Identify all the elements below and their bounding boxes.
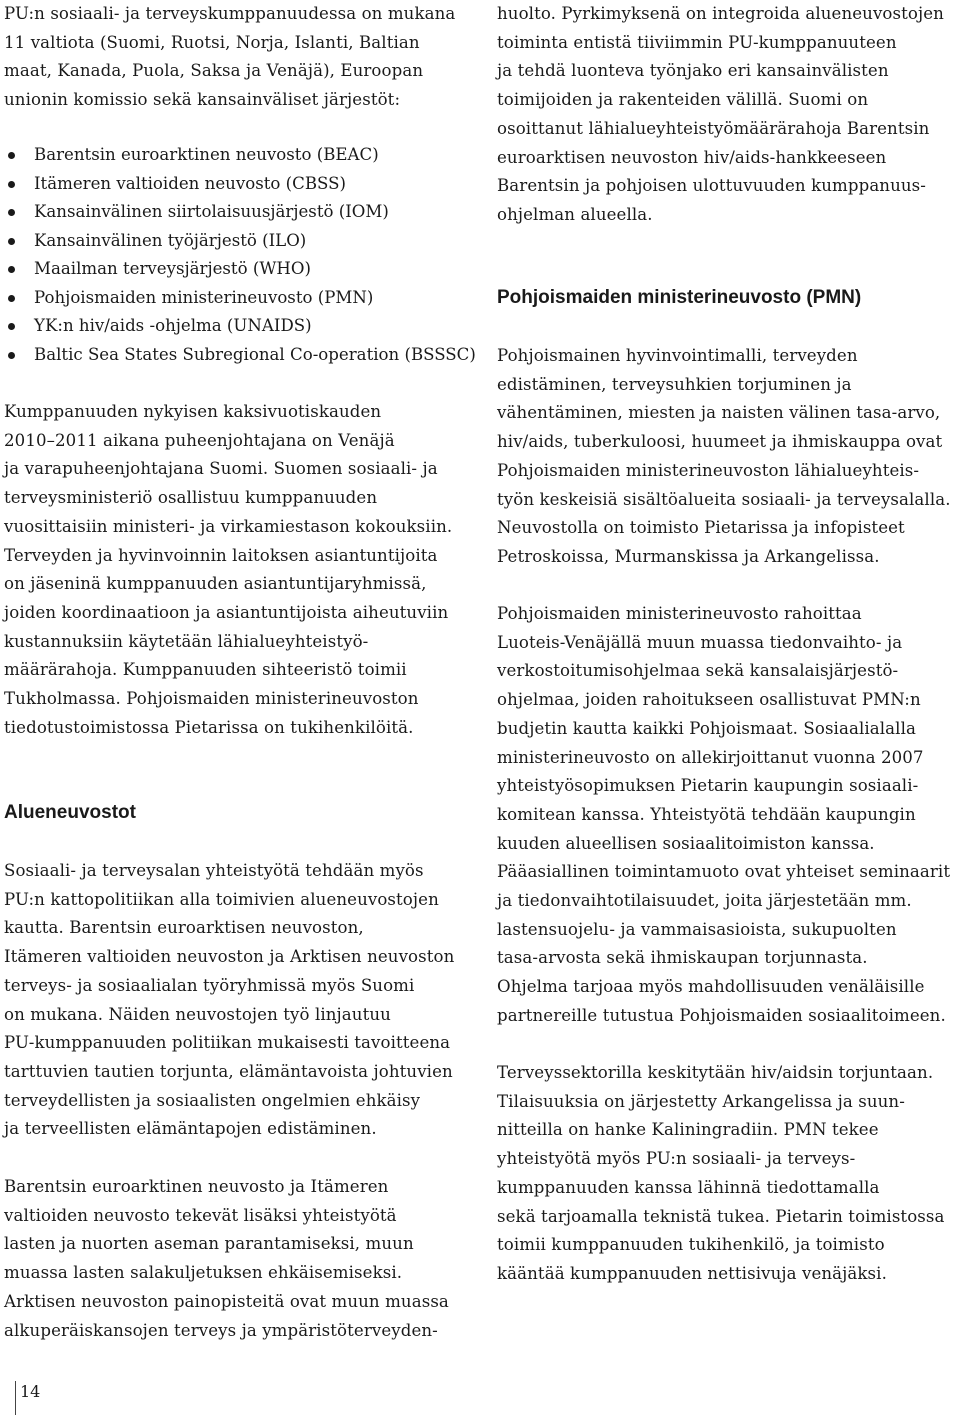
page-number: 14 [20,1382,41,1401]
list-item [4,284,479,313]
list-item [4,198,479,227]
list-item-text: Barentsin euroarktinen neuvosto (BEAC) [34,145,379,164]
list-item-text: Kansainvälinen työjärjestö (ILO) [34,230,307,250]
list-item [4,341,479,370]
section-heading-pmn: Pohjoismaiden ministerineuvosto (PMN) [497,287,862,308]
list-item [4,227,479,256]
list-item-text: Itämeren valtioiden neuvosto (CBSS) [34,173,346,193]
list-item [4,312,479,341]
list-item-text: Pohjoismaiden ministerineuvosto (PMN) [34,287,374,307]
list-item [4,170,479,199]
chairmanship-paragraph: Kumppanuuden nykyisen kaksivuotiskauden 2010–2011 aikana puheenjohtajana on Venäjä ja varapuheenjohtajana Suomi. Suomen sosiaali- ja terveysministeriö osallistuu kumppanuuden vuosittaisiin ministeri- ja virkamiestason kokouksiin. Terveyden ja hyvinvoinnin laitoksen asiantuntijoita on jäseninä kumppanuuden asiantuntijaryhmissä, joiden koordinaatioon ja asiantuntijoista aiheutuviin kustannuksiin käytetään lähialueyhteistyö- määrärahoja. Kumppanuuden sihteeristö toimii Tukholmassa. Pohjoismaiden ministerineuvoston tiedotustoimistossa Pietarissa on tukihenkilöitä. [4,402,453,737]
bullet-icon [8,323,15,330]
continuation-paragraph: huolto. Pyrkimyksenä on integroida alueneuvostojen toiminta entistä tiiviimmin PU-kumppanuuteen ja tehdä luonteva työnjako eri kansainvälisten toimijoiden ja rakenteiden välillä. Suomi on osoittanut lähialueyhteistyömäärärahoja Barentsin euroarktisen neuvoston hiv/aids-hankkeeseen Barentsin ja pohjoisen ulottuvuuden kumppanuus- ohjelman alueella. [497,4,944,224]
list-item-text: Maailman terveysjärjestö (WHO) [34,259,311,278]
section-heading-alueneuvostot: Alueneuvostot [4,802,136,823]
bullet-icon [8,352,15,359]
intro-paragraph: PU:n sosiaali- ja terveyskumppanuudessa on mukana 11 valtiota (Suomi, Ruotsi, Norja, Islanti, Baltian maat, Kanada, Puola, Saksa ja Venäjä), Euroopan unionin komissio sekä kansainväliset järjestöt: [4,4,456,110]
barents-paragraph: Barentsin euroarktinen neuvosto ja Itämeren valtioiden neuvosto tekevät lisäksi yhteistyötä lasten ja nuorten aseman parantamiseksi, muun muassa lasten salakuljetuksen ehkäisemiseksi. Arktisen neuvoston painopisteitä ovat muun muassa alkuperäiskansojen terveys ja ympäristöterveyden- [4,1177,449,1340]
bullet-icon [8,181,15,188]
funding-paragraph: Pohjoismaiden ministerineuvosto rahoittaa Luoteis-Venäjällä muun muassa tiedonvaihto- ja verkostoitumisohjelmaa sekä kansalaisjärjestö- ohjelmaa, joiden rahoitukseen osallistuvat PMN:n budjetin kautta kaikki Pohjoismaat. Sosiaalialalla ministerineuvosto on allekirjoittanut vuonna 2007 yhteistyösopimuksen Pietarin kaupungin sosiaali- komitean kanssa. Yhteistyötä tehdään kaupungin kuuden alueellisen sosiaalitoimiston kanssa. Pääasiallinen toimintamuoto ovat yhteiset seminaarit ja tiedonvaihtotilaisuudet, joita järjestetään mm. lastensuojelu- ja vammaisasioista, sukupuolten tasa-arvosta sekä ihmiskaupan torjunnasta. Ohjelma tarjoaa myös mahdollisuuden venäläisille partnereille tutustua Pohjoismaiden sosiaalitoimeen. [497,604,951,1025]
list-item-text: Kansainvälinen siirtolaisuusjärjestö (IOM) [34,202,389,221]
footer-divider [15,1381,16,1415]
bullet-icon [8,295,15,302]
organization-list [4,141,479,369]
bullet-icon [8,238,15,245]
health-sector-paragraph: Terveyssektorilla keskitytään hiv/aidsin torjuntaan. Tilaisuuksia on järjestetty Arkangelissa ja suun- nitteilla on hanke Kaliningradiin. PMN tekee yhteistyötä myös PU:n sosiaali- ja terveys- kumppanuuden kanssa lähinnä tiedottamalla sekä tarjoamalla teknistä tukea. Pietarin toimistossa toimii kumppanuuden tukihenkilö, ja toimisto kääntää kumppanuuden nettisivuja venäjäksi. [497,1063,945,1283]
bullet-icon [8,209,15,216]
regional-councils-paragraph: Sosiaali- ja terveysalan yhteistyötä tehdään myös PU:n kattopolitiikan alla toimivien alueneuvostojen kautta. Barentsin euroarktisen neuvoston, Itämeren valtioiden neuvoston ja Arktisen neuvoston terveys- ja sosiaalialan työryhmissä myös Suomi on mukana. Näiden neuvostojen työ linjautuu PU-kumppanuuden politiikan mukaisesti tavoitteena tarttuvien tautien torjunta, elämäntavoista johtuvien terveydellisten ja sosiaalisten ongelmien ehkäisy ja terveellisten elämäntapojen edistäminen. [4,861,455,1139]
bullet-icon [8,266,15,273]
list-item [4,255,479,284]
list-item-text: Baltic Sea States Subregional Co-operation (BSSSC) [34,344,476,364]
bullet-icon [8,152,15,159]
list-item-text: YK:n hiv/aids -ohjelma (UNAIDS) [34,316,312,335]
list-item [4,141,479,170]
nordic-model-paragraph: Pohjoismainen hyvinvointimalli, terveyden edistäminen, terveysuhkien torjuminen ja vähentäminen, miesten ja naisten välinen tasa-arvo, hiv/aids, tuberkuloosi, huumeet ja ihmiskauppa ovat Pohjoismaiden ministerineuvoston lähialueyhteis- työn keskeisiä sisältöalueita sosiaali- ja terveysalalla. Neuvostolla on toimisto Pietarissa ja infopisteet Petroskoissa, Murmanskissa ja Arkangelissa. [497,346,951,566]
